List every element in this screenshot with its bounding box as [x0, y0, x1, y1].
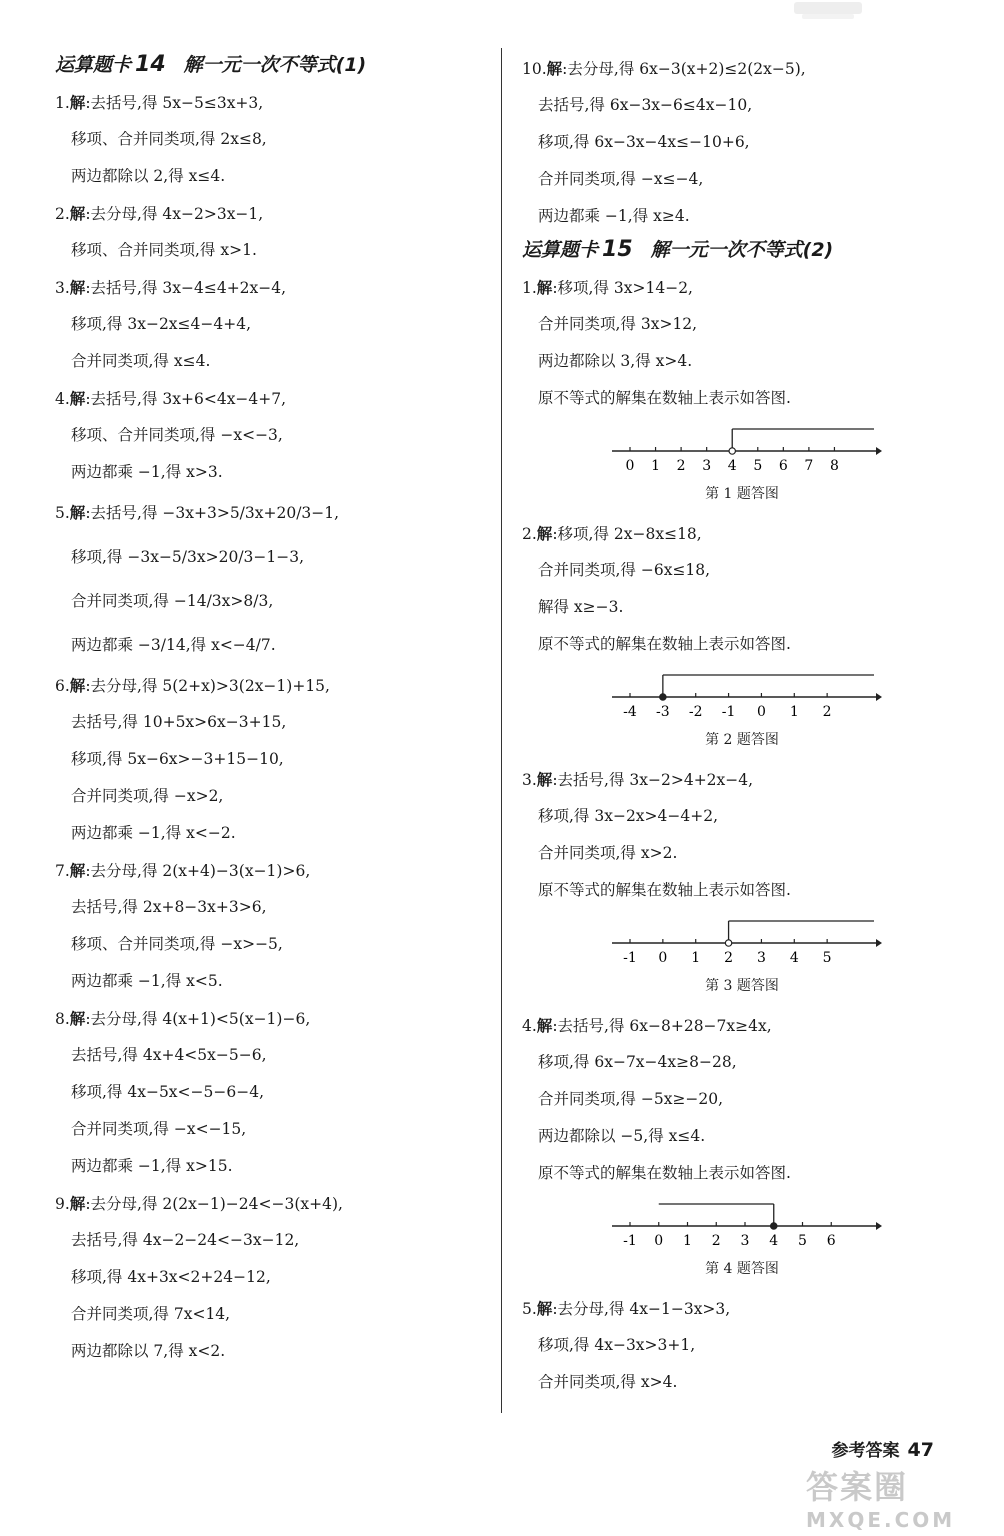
step-text: 合并同类项,得 −5x≥−20,: [538, 1090, 724, 1108]
problem-number: 3.: [522, 771, 537, 789]
step-text: 解得 x≥−3.: [538, 598, 624, 616]
step-text: 合并同类项,得 x>4.: [538, 1373, 678, 1391]
solution-step: [522, 343, 962, 380]
step-text: 原不等式的解集在数轴上表示如答图.: [538, 881, 791, 899]
step-text: :去分母,得 4x−2>3x−1,: [85, 205, 264, 223]
solution-step: [55, 1037, 485, 1074]
problem-number: 3.: [55, 279, 70, 297]
number-line-svg: [612, 1192, 882, 1254]
tick-label: 1: [789, 704, 799, 720]
solution-label: 解: [69, 278, 86, 297]
tick-label: 6: [826, 1233, 836, 1249]
solution-label: 解: [69, 1194, 86, 1213]
step-text: :去括号,得 5x−5≤3x+3,: [85, 94, 264, 112]
tick-label: -2: [688, 704, 703, 720]
step-text: :去括号,得 6x−8+28−7x≥4x,: [552, 1017, 772, 1035]
problem-first-line: [522, 1007, 962, 1044]
problem-number: 7.: [55, 862, 70, 880]
solution-step: [522, 798, 962, 835]
problem-number: 4.: [522, 1017, 537, 1035]
solution-step: [522, 1327, 962, 1364]
solution-label: 解: [536, 524, 553, 543]
solution-step: [55, 741, 485, 778]
step-text: 去括号,得 2x+8−3x+3>6,: [71, 898, 267, 916]
watermark-logo-text: 答案圈: [806, 1468, 909, 1506]
step-text: 合并同类项,得 −x>2,: [71, 787, 224, 805]
step-text: 移项,得 3x−2x≤4−4+4,: [71, 315, 252, 333]
tick-label: 0: [756, 704, 766, 720]
figure-caption: 第 1 题答图: [705, 486, 779, 502]
step-text: 两边都乘 −1,得 x<−2.: [71, 824, 236, 842]
heading-number: 15: [602, 237, 633, 262]
solution-label: 解: [536, 1299, 553, 1318]
problem-first-line: [522, 1290, 962, 1327]
step-text: :去分母,得 4x−1−3x>3,: [552, 1300, 731, 1318]
solution-step: [55, 232, 485, 269]
problem-first-line: [522, 50, 962, 87]
step-text: 两边都除以 −5,得 x≤4.: [538, 1127, 706, 1145]
tick-label: -4: [623, 704, 637, 720]
footer-label: 参考答案: [831, 1441, 900, 1461]
right-column: [522, 50, 962, 1401]
solution-label: 解: [69, 861, 86, 880]
solution-step: [522, 306, 962, 343]
tick-label: 4: [769, 1233, 779, 1249]
closed-point: [771, 1223, 777, 1229]
step-text: :去括号,得 3x−4≤4+2x−4,: [85, 279, 287, 297]
tick-label: 3: [740, 1233, 750, 1249]
figure-caption: 第 4 题答图: [705, 1261, 779, 1277]
problem-number: 6.: [55, 677, 70, 695]
tick-label: 0: [625, 458, 635, 474]
step-text: 两边都乘 −3/14,得 x<−4/7.: [71, 636, 276, 654]
tick-label: 0: [654, 1233, 664, 1249]
solution-step: [55, 1222, 485, 1259]
tick-label: -1: [623, 1233, 637, 1249]
problem-number: 1.: [55, 94, 70, 112]
tick-label: 2: [724, 950, 734, 966]
solution-label: 解: [69, 204, 86, 223]
heading-prefix: 运算题卡: [55, 54, 132, 76]
heading-title: 解一元一次不等式(2): [650, 239, 834, 261]
solution-step: [522, 1118, 962, 1155]
solution-step: [55, 963, 485, 1000]
step-text: :去括号,得 −3x+3>5/3x+20/3−1,: [85, 504, 340, 522]
solution-step: [55, 121, 485, 158]
solution-step: [522, 872, 962, 909]
solution-step: [55, 1111, 485, 1148]
solution-step: [522, 1155, 962, 1192]
step-text: 去括号,得 4x+4<5x−5−6,: [71, 1046, 267, 1064]
figure-caption: 第 3 题答图: [705, 978, 779, 994]
step-text: 移项,得 5x−6x>−3+15−10,: [71, 750, 284, 768]
tick-label: 4: [789, 950, 799, 966]
step-text: 移项,得 −3x−5/3x>20/3−1−3,: [71, 548, 305, 566]
tick-label: -1: [623, 950, 637, 966]
step-text: 移项,得 3x−2x>4−4+2,: [538, 807, 719, 825]
axis-arrow: [876, 1222, 882, 1230]
tick-label: 5: [753, 458, 763, 474]
heading-title: 解一元一次不等式(1): [183, 54, 367, 76]
step-text: 两边都乘 −1,得 x>3.: [71, 463, 223, 481]
number-line: [522, 909, 962, 971]
step-text: 去括号,得 6x−3x−6≤4x−10,: [538, 96, 753, 114]
tick-label: 1: [683, 1233, 692, 1249]
problem-number: 1.: [522, 279, 537, 297]
tick-label: 1: [691, 950, 701, 966]
problem-number: 2.: [55, 205, 70, 223]
number-line-svg: [612, 663, 882, 725]
step-text: 合并同类项,得 −x≤−4,: [538, 170, 704, 188]
solution-step: [55, 343, 485, 380]
tick-label: 0: [658, 950, 668, 966]
problem-number: 8.: [55, 1010, 70, 1028]
open-point: [729, 448, 735, 454]
solution-step: [55, 158, 485, 195]
problem-first-line: [522, 269, 962, 306]
problem-first-line: [55, 667, 485, 704]
problem-first-line: [55, 852, 485, 889]
figure-caption: 第 2 题答图: [705, 732, 779, 748]
step-text: :去括号,得 3x−2>4+2x−4,: [552, 771, 754, 789]
number-line: [522, 663, 962, 725]
solution-step: [522, 1364, 962, 1401]
problem-number: 5.: [55, 504, 70, 522]
step-text: :去分母,得 2(2x−1)−24<−3(x+4),: [85, 1195, 343, 1213]
solution-label: 解: [536, 770, 553, 789]
open-point: [725, 940, 731, 946]
step-text: 原不等式的解集在数轴上表示如答图.: [538, 389, 791, 407]
tick-label: 3: [702, 458, 712, 474]
solution-label: 解: [69, 93, 86, 112]
site-watermark: [806, 1462, 976, 1532]
step-text: 两边都乘 −1,得 x>15.: [71, 1157, 233, 1175]
problem-first-line: [522, 515, 962, 552]
tick-label: 2: [676, 458, 686, 474]
axis-arrow: [876, 939, 882, 947]
solution-step: [55, 454, 485, 491]
step-text: 原不等式的解集在数轴上表示如答图.: [538, 635, 791, 653]
solution-step: [522, 87, 962, 124]
page-footer: [832, 1436, 934, 1461]
step-text: 移项,得 4x+3x<2+24−12,: [71, 1268, 271, 1286]
tick-label: 6: [778, 458, 788, 474]
problem-number: 5.: [522, 1300, 537, 1318]
solution-step: [55, 1074, 485, 1111]
solution-step: [55, 417, 485, 454]
solution-step: [55, 535, 485, 579]
solution-step: [55, 815, 485, 852]
tick-label: 3: [756, 950, 766, 966]
problem-first-line: [55, 491, 485, 535]
page-number: 47: [907, 1439, 934, 1461]
tick-label: 5: [798, 1233, 807, 1249]
solution-step: [522, 835, 962, 872]
solution-step: [55, 579, 485, 623]
problem-number: 10.: [522, 60, 547, 78]
step-text: 移项,得 6x−7x−4x≥8−28,: [538, 1053, 737, 1071]
step-text: 合并同类项,得 −x<−15,: [71, 1120, 247, 1138]
axis-arrow: [876, 693, 882, 701]
step-text: 原不等式的解集在数轴上表示如答图.: [538, 1164, 791, 1182]
solution-step: [55, 306, 485, 343]
solution-step: [522, 1081, 962, 1118]
step-text: 移项,得 4x−3x>3+1,: [538, 1336, 696, 1354]
header-logo-mark: [788, 0, 868, 22]
step-text: :去分母,得 2(x+4)−3(x−1)>6,: [85, 862, 311, 880]
solution-step: [55, 1148, 485, 1185]
solution-step: [55, 778, 485, 815]
solution-label: 解: [536, 1016, 553, 1035]
problem-first-line: [55, 84, 485, 121]
number-line-svg: [612, 909, 882, 971]
solution-step: [55, 1296, 485, 1333]
step-text: :去括号,得 3x+6<4x−4+7,: [85, 390, 287, 408]
solution-step: [522, 589, 962, 626]
step-text: :去分母,得 4(x+1)<5(x−1)−6,: [85, 1010, 311, 1028]
step-text: :去分母,得 6x−3(x+2)≤2(2x−5),: [562, 60, 806, 78]
step-text: 两边都除以 3,得 x>4.: [538, 352, 693, 370]
solution-step: [55, 1333, 485, 1370]
solution-label: 解: [69, 503, 86, 522]
tick-label: 2: [822, 704, 832, 720]
solution-step: [522, 626, 962, 663]
left-column: [55, 50, 485, 1370]
problem-first-line: [55, 380, 485, 417]
step-text: :去分母,得 5(2+x)>3(2x−1)+15,: [85, 677, 330, 695]
solution-step: [55, 889, 485, 926]
section-heading: [55, 50, 485, 80]
solution-step: [55, 623, 485, 667]
step-text: 两边都乘 −1,得 x<5.: [71, 972, 223, 990]
step-text: 移项、合并同类项,得 −x>−5,: [71, 935, 283, 953]
problem-first-line: [522, 761, 962, 798]
watermark-url: MXQE.COM: [806, 1508, 956, 1532]
tick-label: 8: [829, 458, 839, 474]
tick-label: 5: [822, 950, 832, 966]
step-text: :移项,得 2x−8x≤18,: [552, 525, 702, 543]
problem-number: 2.: [522, 525, 537, 543]
step-text: 两边都除以 2,得 x≤4.: [71, 167, 226, 185]
solution-label: 解: [69, 389, 86, 408]
step-text: 两边都除以 7,得 x<2.: [71, 1342, 226, 1360]
closed-point: [660, 694, 666, 700]
step-text: 两边都乘 −1,得 x≥4.: [538, 207, 690, 225]
step-text: 合并同类项,得 7x<14,: [71, 1305, 231, 1323]
number-line-svg: [612, 417, 882, 479]
tick-label: -3: [656, 704, 670, 720]
solution-step: [522, 1044, 962, 1081]
tick-label: 7: [804, 458, 814, 474]
problem-first-line: [55, 269, 485, 306]
step-text: 合并同类项,得 −14/3x>8/3,: [71, 592, 274, 610]
step-text: 去括号,得 4x−2−24<−3x−12,: [71, 1231, 300, 1249]
tick-label: 1: [651, 458, 661, 474]
number-line: [522, 417, 962, 479]
solution-step: [55, 1259, 485, 1296]
step-text: 去括号,得 10+5x>6x−3+15,: [71, 713, 287, 731]
problem-first-line: [55, 195, 485, 232]
step-text: 合并同类项,得 x≤4.: [71, 352, 211, 370]
solution-label: 解: [536, 278, 553, 297]
heading-number: 14: [135, 52, 166, 77]
solution-label: 解: [69, 676, 86, 695]
section-heading: [522, 235, 962, 265]
step-text: 合并同类项,得 −6x≤18,: [538, 561, 711, 579]
problem-first-line: [55, 1185, 485, 1222]
solution-step: [522, 552, 962, 589]
problem-number: 4.: [55, 390, 70, 408]
axis-arrow: [876, 447, 882, 455]
tick-label: -1: [721, 704, 736, 720]
step-text: :移项,得 3x>14−2,: [552, 279, 693, 297]
solution-step: [55, 926, 485, 963]
step-text: 移项、合并同类项,得 x>1.: [71, 241, 257, 259]
step-text: 移项、合并同类项,得 2x≤8,: [71, 130, 267, 148]
solution-step: [55, 704, 485, 741]
step-text: 移项,得 6x−3x−4x≤−10+6,: [538, 133, 750, 151]
number-line: [522, 1192, 962, 1254]
step-text: 移项,得 4x−5x<−5−6−4,: [71, 1083, 265, 1101]
solution-step: [522, 380, 962, 417]
heading-prefix: 运算题卡: [522, 239, 599, 261]
step-text: 移项、合并同类项,得 −x<−3,: [71, 426, 283, 444]
tick-label: 2: [711, 1233, 721, 1249]
problem-first-line: [55, 1000, 485, 1037]
solution-label: 解: [69, 1009, 86, 1028]
solution-step: [522, 161, 962, 198]
solution-step: [522, 124, 962, 161]
step-text: 合并同类项,得 3x>12,: [538, 315, 698, 333]
column-divider: [501, 48, 502, 1413]
tick-label: 4: [727, 458, 737, 474]
solution-label: 解: [546, 59, 563, 78]
solution-step: [522, 198, 962, 235]
problem-number: 9.: [55, 1195, 70, 1213]
step-text: 合并同类项,得 x>2.: [538, 844, 678, 862]
